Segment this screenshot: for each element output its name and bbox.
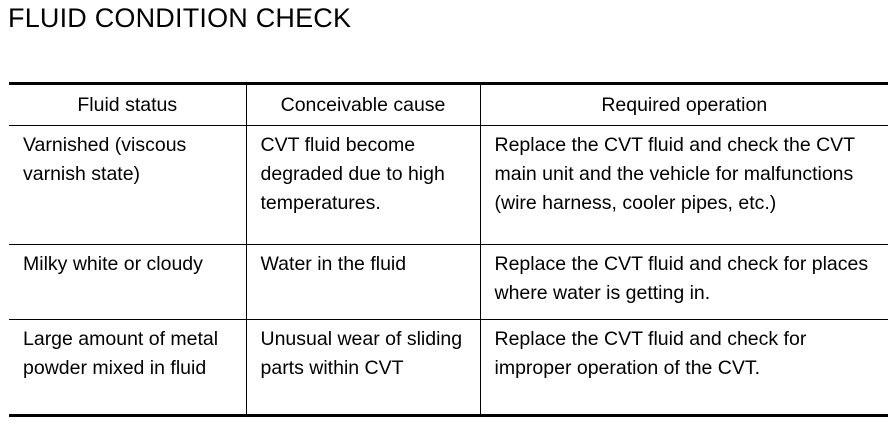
cell-conceivable-cause: CVT fluid become degraded due to high temperatures. (246, 126, 480, 245)
cell-required-operation: Replace the CVT fluid and check for improper operation of the CVT. (480, 320, 888, 416)
cell-fluid-status: Large amount of metal powder mixed in fluid (9, 320, 246, 416)
cell-conceivable-cause: Unusual wear of sliding parts within CVT (246, 320, 480, 416)
fluid-condition-table (9, 82, 888, 417)
cell-fluid-status: Varnished (viscous varnish state) (9, 126, 246, 245)
cell-required-operation: Replace the CVT fluid and check for places where water is getting in. (480, 245, 888, 320)
header-conceivable-cause: Conceivable cause (246, 84, 480, 126)
table-row (9, 320, 888, 416)
header-required-operation: Required operation (480, 84, 888, 126)
table-row (9, 126, 888, 245)
table-row (9, 245, 888, 320)
cell-conceivable-cause: Water in the fluid (246, 245, 480, 320)
header-fluid-status: Fluid status (9, 84, 246, 126)
table-header-row (9, 84, 888, 126)
cell-fluid-status: Milky white or cloudy (9, 245, 246, 320)
cell-required-operation: Replace the CVT fluid and check the CVT main unit and the vehicle for malfunctions (wire harness, cooler pipes, etc.) (480, 126, 888, 245)
page-title: FLUID CONDITION CHECK (8, 3, 352, 33)
